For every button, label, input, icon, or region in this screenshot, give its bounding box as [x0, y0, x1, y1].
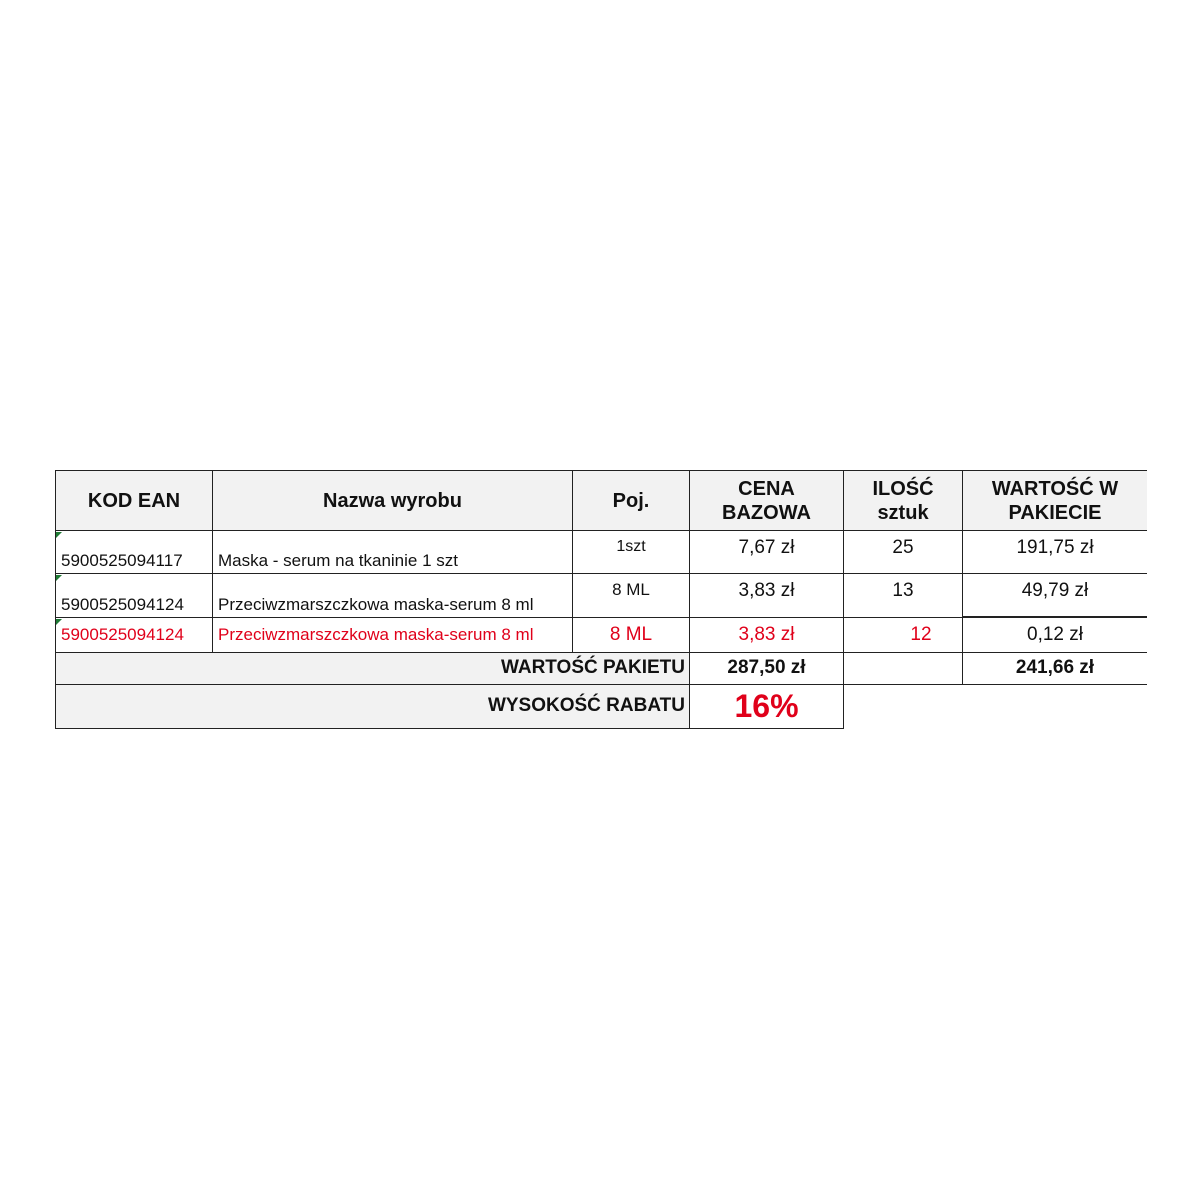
cell-marker-icon — [56, 619, 62, 625]
header-quantity — [844, 470, 963, 531]
price-table — [55, 470, 1147, 730]
package-value-total: 241,66 zł — [963, 653, 1147, 685]
package-value-empty — [844, 653, 963, 685]
row3-name: Przeciwzmarszczkowa maska-serum 8 ml — [213, 618, 573, 653]
row3-price: 3,83 zł — [690, 618, 844, 653]
row2-ean: 5900525094124 — [55, 574, 213, 618]
header-quantity-line2: sztuk — [877, 501, 929, 524]
row2-price: 3,83 zł — [690, 574, 844, 618]
header-base-price — [690, 470, 844, 531]
row3-ean: 5900525094124 — [55, 618, 213, 653]
row1-quantity: 25 — [844, 531, 963, 574]
row3-capacity: 8 ML — [573, 618, 690, 653]
row1-name: Maska - serum na tkaninie 1 szt — [213, 531, 573, 574]
cell-marker-icon — [56, 575, 62, 581]
header-base-price-line1: CENA — [738, 477, 795, 500]
package-value-label: WARTOŚĆ PAKIETU — [55, 653, 690, 685]
header-quantity-line1: ILOŚĆ — [872, 477, 934, 500]
row3-quantity: 12 — [844, 618, 963, 653]
row1-price: 7,67 zł — [690, 531, 844, 574]
header-package-value-line1: WARTOŚĆ W — [991, 477, 1119, 500]
row1-capacity: 1szt — [573, 531, 690, 574]
header-base-price-line2: BAZOWA — [722, 501, 811, 524]
row2-capacity: 8 ML — [573, 574, 690, 618]
row3-value: 0,12 zł — [963, 618, 1147, 653]
row1-ean: 5900525094117 — [55, 531, 213, 574]
header-package-value — [963, 470, 1147, 531]
row1-value: 191,75 zł — [963, 531, 1147, 574]
header-package-value-line2: PAKIECIE — [1008, 501, 1102, 524]
header-ean: KOD EAN — [55, 470, 213, 531]
package-value-base: 287,50 zł — [690, 653, 844, 685]
header-name: Nazwa wyrobu — [213, 470, 573, 531]
discount-value: 16% — [690, 685, 844, 729]
header-capacity: Poj. — [573, 470, 690, 531]
row2-value: 49,79 zł — [963, 574, 1147, 618]
cell-marker-icon — [56, 532, 62, 538]
discount-label: WYSOKOŚĆ RABATU — [55, 685, 690, 729]
row2-name: Przeciwzmarszczkowa maska-serum 8 ml — [213, 574, 573, 618]
row2-quantity: 13 — [844, 574, 963, 618]
